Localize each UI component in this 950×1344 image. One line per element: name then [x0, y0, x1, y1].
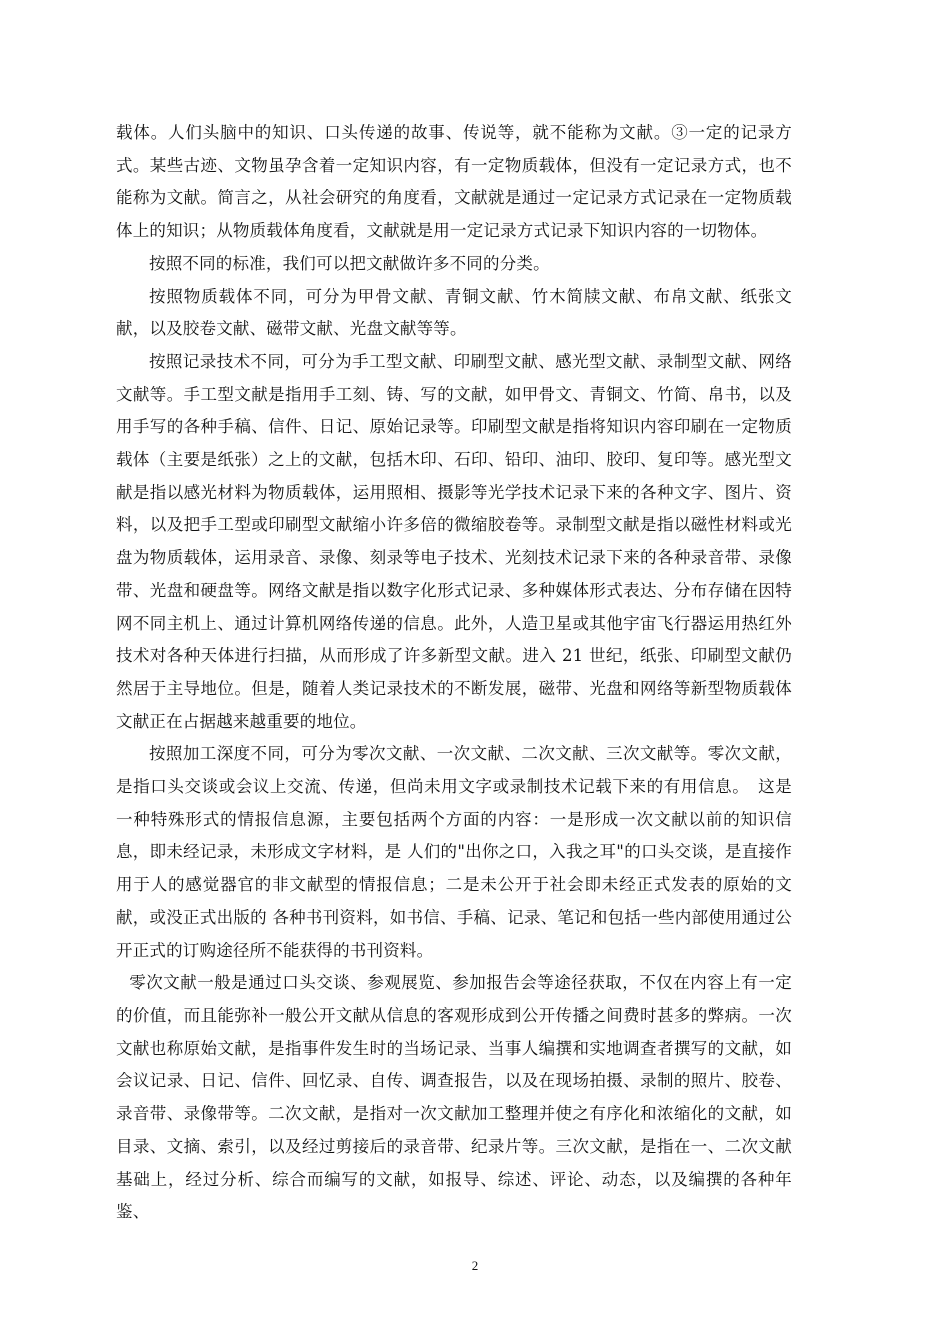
- paragraph-zero-order-documents: 零次文献一般是通过口头交谈、参观展览、参加报告会等途径获取，不仅在内容上有一定的价值，而且能弥补一般公开文献从信息的客观形成到公开传播之间费时甚多的弊病。一次文献也称原始文献，是指事件发生时的当场记录、当事人编撰和实地调查者撰写的文献，如会议记录、日记、信件、回忆录、自传、调查报告，以及在现场拍摄、录制的照片、胶卷、录音带、录像带等。二次文献，是指对一次文献加工整理并使之有序化和浓缩化的文献，如目录、文摘、索引，以及经过剪接后的录音带、纪录片等。三次文献，是指在一、二次文献基础上，经过分析、综合而编写的文献，如报导、综述、评论、动态，以及编撰的各种年鉴、: [116, 973, 792, 1222]
- paragraph-by-material-carrier: 按照物质载体不同，可分为甲骨文献、青铜文献、竹木简牍文献、布帛文献、纸张文献，以及胶卷文献、磁带文献、光盘文献等等。: [116, 286, 792, 339]
- paragraph-by-processing-depth: 按照加工深度不同，可分为零次文献、一次文献、二次文献、三次文献等。零次文献，是指口头交谈或会议上交流、传递，但尚未用文字或录制技术记载下来的有用信息。 这是一种特殊形式的情报信息源，主要包括两个方面的内容：一是形成一次文献以前的知识信息，即未经记录，未形成文字材料，是 人们的"出你之口，入我之耳"的口头交谈，是直接作用于人的感觉器官的非文献型的情报信息；二是未公开于社会即未经正式发表的原始的文献，或没正式出版的 各种书刊资料，如书信、手稿、记录、笔记和包括一些内部使用通过公开正式的订购途径所不能获得的书刊资料。: [116, 744, 792, 960]
- paragraph-by-recording-technique: 按照记录技术不同，可分为手工型文献、印刷型文献、感光型文献、录制型文献、网络文献等。手工型文献是指用手工刻、铸、写的文献，如甲骨文、青铜文、竹简、帛书，以及用手写的各种手稿、信件、日记、原始记录等。印刷型文献是指将知识内容印刷在一定物质载体（主要是纸张）之上的文献，包括木印、石印、铅印、油印、胶印、复印等。感光型文献是指以感光材料为物质载体，运用照相、摄影等光学技术记录下来的各种文字、图片、资料，以及把手工型或印刷型文献缩小许多倍的微缩胶卷等。录制型文献是指以磁性材料或光盘为物质载体，运用录音、录像、刻录等电子技术、光刻技术记录下来的各种录音带、录像带、光盘和硬盘等。网络文献是指以数字化形式记录、多种媒体形式表达、分布存储在因特网不同主机上、通过计算机网络传递的信息。此外，人造卫星或其他宇宙飞行器运用热红外技术对各种天体进行扫描，从而形成了许多新型文献。进入 21 世纪，纸张、印刷型文献仍然居于主导地位。但是，随着人类记录技术的不断发展，磁带、光盘和网络等新型物质载体文献正在占据越来越重要的地位。: [116, 351, 792, 731]
- body-text: [116, 117, 792, 1229]
- page-number: 2: [471, 1258, 479, 1273]
- paragraph-carrier-definition: 载体。人们头脑中的知识、口头传递的故事、传说等，就不能称为文献。③一定的记录方式。某些古迹、文物虽孕含着一定知识内容，有一定物质载体，但没有一定记录方式，也不能称为文献。简言之，从社会研究的角度看，文献就是通过一定记录方式记录在一定物质载体上的知识；从物质载体角度看，文献就是用一定记录方式记录下知识内容的一切物体。: [116, 123, 792, 241]
- paragraph-classification-intro: 按照不同的标准，我们可以把文献做许多不同的分类。: [149, 253, 550, 273]
